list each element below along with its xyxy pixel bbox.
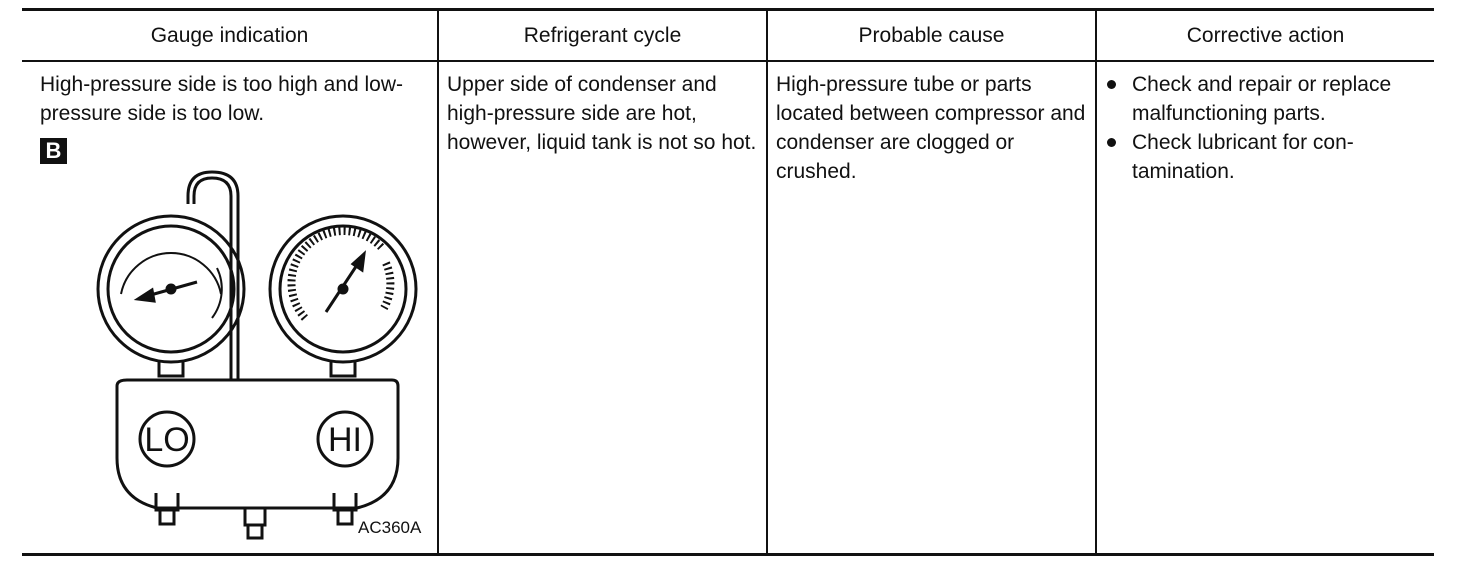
probable-cause-text: High-pressure tube or parts located between compressor and condenser are clogged or crushed. (776, 73, 1086, 183)
refrigerant-cycle-text: Upper side of condenser and high-pressure side are hot, however, liquid tank is not so hot. (447, 73, 757, 154)
corrective-action-item: Check and repair or replace malfunctioning parts. (1132, 73, 1392, 125)
low-side-label: LO (144, 421, 190, 459)
cell-corrective-action (1097, 70, 1397, 186)
column-divider (766, 11, 768, 553)
header-refrigerant-cycle: Refrigerant cycle (523, 23, 682, 47)
table-bottom-rule (22, 553, 1434, 556)
header-probable-cause: Probable cause (858, 23, 1005, 47)
figure-id: AC360A (358, 518, 422, 537)
cell-gauge-indication (40, 70, 420, 128)
header-gauge-indication: Gauge indication (150, 23, 309, 47)
high-side-label: HI (328, 421, 362, 459)
manifold-gauge-illustration (72, 168, 422, 548)
diagnosis-table (22, 8, 1434, 556)
corrective-action-list (1097, 70, 1397, 186)
cell-refrigerant-cycle (447, 70, 759, 157)
list-item (1097, 70, 1397, 128)
corrective-action-item: Check lubricant for con-tamination. (1132, 131, 1354, 183)
bullet-icon (1107, 80, 1116, 89)
figure-badge: B (40, 138, 67, 164)
gauge-indication-text: High-pressure side is too high and low-pressure side is too low. (40, 73, 404, 125)
list-item (1097, 128, 1397, 186)
cell-probable-cause (776, 70, 1088, 186)
bullet-icon (1107, 138, 1116, 147)
header-corrective-action: Corrective action (1186, 23, 1345, 47)
table-header-rule (22, 60, 1434, 62)
column-divider (437, 11, 439, 553)
